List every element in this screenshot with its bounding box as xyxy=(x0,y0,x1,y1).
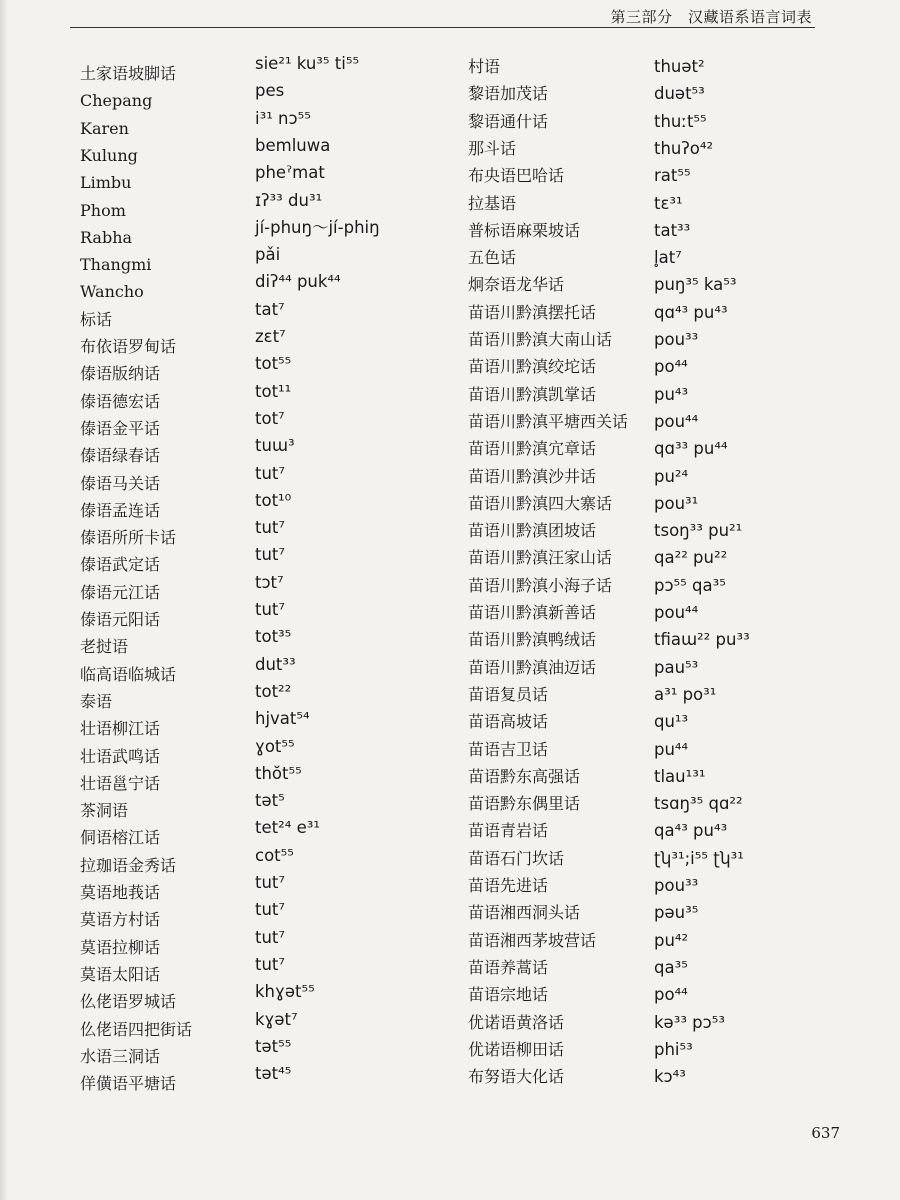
language-name: Rabha xyxy=(80,227,133,247)
word-form: diʔ⁴⁴ puk⁴⁴ xyxy=(255,272,341,292)
language-name: 苗语川黔滇小海子话 xyxy=(468,575,613,595)
language-name: 黎语通什话 xyxy=(468,111,549,131)
word-form: cot⁵⁵ xyxy=(255,845,294,865)
word-form: tot⁷ xyxy=(255,408,285,428)
language-name: 莫语方村话 xyxy=(80,910,161,930)
language-name: 莫语地莪话 xyxy=(80,883,161,902)
language-name: 苗语川黔滇鸭绒话 xyxy=(468,630,597,650)
language-name: 苗语青岩话 xyxy=(468,821,549,841)
language-name: 苗语石门坎话 xyxy=(468,848,565,868)
word-form: pu⁴³ xyxy=(654,384,689,404)
word-form: tut⁷ xyxy=(255,545,286,565)
language-name: 老挝语 xyxy=(80,637,129,657)
word-form: pɔ⁵⁵ qa³⁵ xyxy=(654,575,726,595)
word-form: kə³³ pɔ⁵³ xyxy=(654,1012,725,1032)
running-header-title: 第三部分 汉藏语系语言词表 xyxy=(610,8,812,26)
language-name: 水语三洞话 xyxy=(80,1046,161,1066)
word-form: thuʔo⁴² xyxy=(654,138,714,158)
language-name: 土家语坡脚话 xyxy=(80,64,177,83)
language-name: 莫语太阳话 xyxy=(80,964,161,984)
language-name: 苗语川黔滇沙井话 xyxy=(468,466,597,486)
language-name: 苗语川黔滇四大寨话 xyxy=(468,493,613,513)
word-form: jí-phuŋ～jí-phiŋ xyxy=(255,217,380,237)
word-form: tut⁷ xyxy=(255,600,286,619)
word-form: tut⁷ xyxy=(255,927,286,947)
word-form: tsɑŋ³⁵ qɑ²² xyxy=(654,794,743,814)
word-form: pes xyxy=(255,81,285,101)
word-form: ɣot⁵⁵ xyxy=(255,736,295,756)
word-form: po⁴⁴ xyxy=(654,357,688,377)
language-name: 苗语川黔滇宂章话 xyxy=(468,439,597,459)
word-form: pou³³ xyxy=(654,876,699,895)
word-form: tət⁵ xyxy=(255,791,285,811)
language-name: 苗语川黔滇平塘西关话 xyxy=(468,411,629,431)
language-name: 苗语吉卫话 xyxy=(468,739,549,759)
word-form: pǎi xyxy=(255,245,281,265)
word-form: tət⁴⁵ xyxy=(255,1064,292,1084)
word-form: bemluwa xyxy=(255,135,331,155)
language-name: 苗语湘西茅坡营话 xyxy=(468,930,597,950)
word-form: pheˀmat xyxy=(255,163,325,183)
language-name: 傣语金平话 xyxy=(80,418,161,438)
word-form: tfiaɯ²² pu³³ xyxy=(654,630,750,650)
language-name: 标话 xyxy=(80,309,113,329)
word-form: hjvat⁵⁴ xyxy=(255,709,310,729)
word-form: kɔ⁴³ xyxy=(654,1067,686,1087)
word-form: i³¹ nɔ⁵⁵ xyxy=(255,108,311,128)
language-name: 五色话 xyxy=(468,248,517,268)
language-name: Limbu xyxy=(80,173,132,193)
word-form: qɑ⁴³ pu⁴³ xyxy=(654,302,728,322)
language-name: 炯奈语龙华话 xyxy=(468,275,565,295)
word-form: tut⁷ xyxy=(255,873,286,892)
language-name: 村语 xyxy=(468,57,501,76)
language-name: 傣语绿春话 xyxy=(80,446,161,466)
language-name: 苗语黔东高强话 xyxy=(468,766,581,786)
language-name: 那斗话 xyxy=(468,138,517,158)
word-form: pu⁴⁴ xyxy=(654,739,689,759)
language-name: 壮语邕宁话 xyxy=(80,773,161,793)
language-name: 苗语川黔滇团坡话 xyxy=(468,521,597,541)
language-name: 苗语高坡话 xyxy=(468,712,549,732)
word-form: pou³¹ xyxy=(654,493,699,513)
word-form: thuət² xyxy=(654,57,705,76)
language-name: Karen xyxy=(80,118,129,138)
word-form: qɑ³³ pu⁴⁴ xyxy=(654,439,728,459)
page-gutter-shadow xyxy=(0,0,8,1200)
word-form: tat³³ xyxy=(654,220,691,240)
language-name: 拉基语 xyxy=(468,193,517,213)
word-form: qa²² pu²² xyxy=(654,548,728,568)
word-form: a³¹ po³¹ xyxy=(654,684,717,704)
word-form: ʈʮ³¹;i⁵⁵ ʈʮ³¹ xyxy=(654,848,744,868)
language-name: 优诺语黄洛话 xyxy=(468,1012,565,1032)
word-form: puŋ³⁵ ka⁵³ xyxy=(654,275,737,295)
word-form: thuːt⁵⁵ xyxy=(654,111,707,131)
header-rule xyxy=(70,27,815,28)
language-name: 苗语湘西洞头话 xyxy=(468,903,581,923)
language-name: 苗语复员话 xyxy=(468,684,549,704)
language-name: 苗语川黔滇绞坨话 xyxy=(468,357,597,377)
word-form: ɪʔ³³ du³¹ xyxy=(255,190,323,210)
language-name: 侗语榕江话 xyxy=(80,828,161,848)
language-name: 苗语川黔滇大南山话 xyxy=(468,330,613,349)
language-name: 佯僙语平塘话 xyxy=(80,1074,177,1094)
word-form: rat⁵⁵ xyxy=(654,166,691,186)
word-form: tət⁵⁵ xyxy=(255,1036,292,1056)
word-form: qa³⁵ xyxy=(654,957,688,977)
word-form: tut⁷ xyxy=(255,518,286,538)
word-form: qu¹³ xyxy=(654,712,689,732)
word-form: zɛt⁷ xyxy=(255,327,286,346)
word-form: tsoŋ³³ pu²¹ xyxy=(654,521,743,541)
word-form: phi⁵³ xyxy=(654,1039,693,1059)
language-name: 傣语元阳话 xyxy=(80,610,161,629)
word-form: tɔt⁷ xyxy=(255,572,284,592)
word-form: tot¹⁰ xyxy=(255,490,292,510)
word-form: tot⁵⁵ xyxy=(255,354,292,374)
language-name: Kulung xyxy=(80,145,138,165)
language-name: 傣语所所卡话 xyxy=(80,528,177,548)
language-name: 苗语黔东偶里话 xyxy=(468,794,581,814)
language-name: 苗语川黔滇油迈话 xyxy=(468,657,597,677)
word-form: thŏt⁵⁵ xyxy=(255,763,302,783)
language-name: 优诺语柳田话 xyxy=(468,1039,565,1059)
word-form: l̥at⁷ xyxy=(654,248,682,268)
word-form: dut³³ xyxy=(255,654,296,674)
word-form: tet²⁴ e³¹ xyxy=(255,818,320,838)
word-form: tuɯ³ xyxy=(255,436,295,456)
language-name: 傣语武定话 xyxy=(80,555,161,575)
word-form: po⁴⁴ xyxy=(654,985,688,1005)
word-form: qa⁴³ pu⁴³ xyxy=(654,821,728,841)
language-name: 苗语川黔滇汪家山话 xyxy=(468,548,613,568)
language-name: 傣语马关话 xyxy=(80,473,161,493)
language-name: 拉珈语金秀话 xyxy=(80,855,177,875)
word-form: pou⁴⁴ xyxy=(654,411,699,431)
language-name: 黎语加茂话 xyxy=(468,84,549,104)
word-form: pəu³⁵ xyxy=(654,903,699,923)
language-name: 傣语德宏话 xyxy=(80,391,161,411)
language-name: 布央语巴哈话 xyxy=(468,166,565,186)
word-form: pu⁴² xyxy=(654,930,689,950)
language-name: 普标语麻栗坡话 xyxy=(468,220,581,240)
word-form: tɛ³¹ xyxy=(654,193,683,213)
language-name: Wancho xyxy=(80,282,144,302)
language-name: Thangmi xyxy=(80,255,152,275)
language-name: 苗语川黔滇摆托话 xyxy=(468,302,597,322)
word-form: sie²¹ ku³⁵ ti⁵⁵ xyxy=(255,54,360,73)
word-form: khɣət⁵⁵ xyxy=(255,982,315,1002)
language-name: 苗语川黔滇凯掌话 xyxy=(468,384,597,404)
word-form: tot¹¹ xyxy=(255,381,292,401)
language-name: 傣语元江话 xyxy=(80,582,161,602)
language-name: 泰语 xyxy=(80,691,113,711)
language-name: 壮语武鸣话 xyxy=(80,746,161,766)
language-name: 壮语柳江话 xyxy=(80,719,161,739)
word-form: tut⁷ xyxy=(255,900,286,920)
language-name: 仫佬语四把街话 xyxy=(80,1019,193,1039)
word-form: duət⁵³ xyxy=(654,84,705,104)
word-form: pu²⁴ xyxy=(654,466,689,486)
word-form: tot³⁵ xyxy=(255,627,292,647)
language-name: 苗语宗地话 xyxy=(468,985,549,1005)
language-name: 苗语川黔滇新善话 xyxy=(468,603,597,622)
word-form: tut⁷ xyxy=(255,954,286,974)
language-name: 临高语临城话 xyxy=(80,664,177,684)
word-form: pou³³ xyxy=(654,330,699,349)
language-name: Phom xyxy=(80,200,126,220)
language-name: 傣语版纳话 xyxy=(80,364,161,384)
page-number: 637 xyxy=(811,1124,840,1142)
word-form: tat⁷ xyxy=(255,299,285,319)
language-name: 莫语拉柳话 xyxy=(80,937,161,957)
word-form: pou⁴⁴ xyxy=(654,603,699,622)
language-name: 布依语罗甸话 xyxy=(80,337,177,356)
word-form: tut⁷ xyxy=(255,463,286,483)
language-name: 仫佬语罗城话 xyxy=(80,992,177,1012)
language-name: 傣语孟连话 xyxy=(80,500,161,520)
language-name: 茶洞语 xyxy=(80,801,129,821)
word-form: kɣət⁷ xyxy=(255,1009,298,1029)
word-form: tot²² xyxy=(255,681,292,701)
language-name: 苗语先进话 xyxy=(468,876,549,895)
language-name: 布努语大化话 xyxy=(468,1067,565,1087)
language-name: Chepang xyxy=(80,91,153,111)
word-form: pau⁵³ xyxy=(654,657,699,677)
word-form: tlau¹³¹ xyxy=(654,766,706,786)
language-name: 苗语养蒿话 xyxy=(468,957,549,977)
